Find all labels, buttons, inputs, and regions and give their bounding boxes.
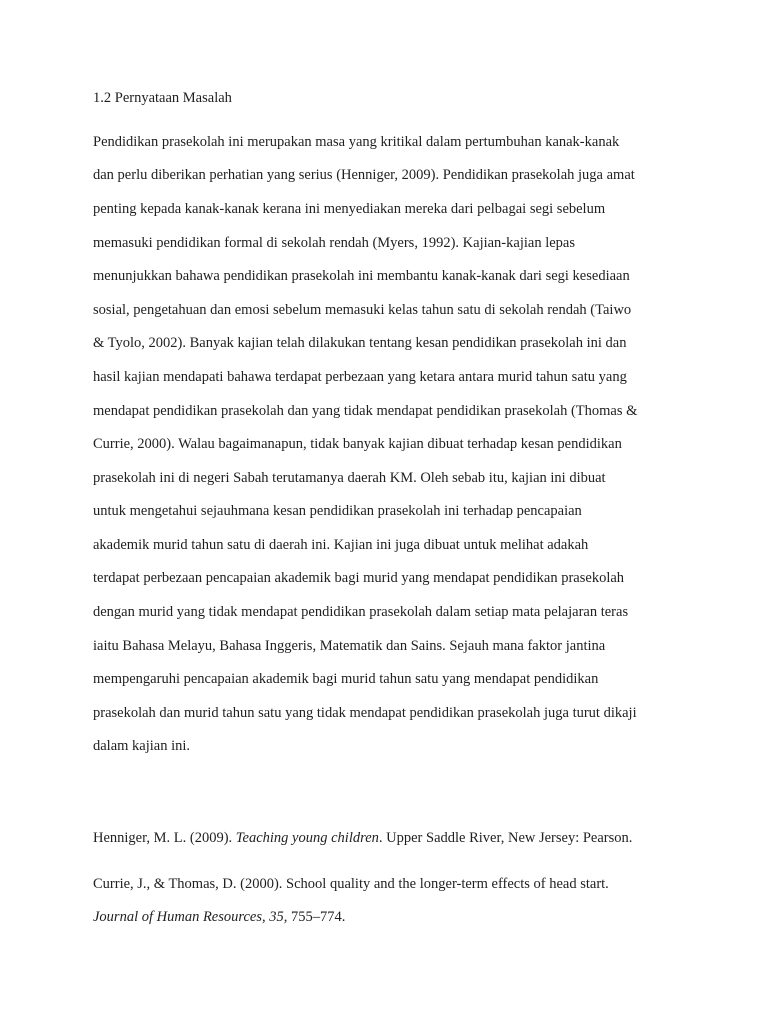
paragraph-line: & Tyolo, 2002). Banyak kajian telah dilakukan tentang kesan pendidikan prasekolah ini dan — [93, 335, 627, 351]
reference-journal: Journal of Human Resources — [93, 909, 263, 925]
paragraph-line: akademik murid tahun satu di daerah ini. Kajian ini juga dibuat untuk melihat adakah — [93, 537, 589, 553]
paragraph-line: Pendidikan prasekolah ini merupakan masa yang kritikal dalam pertumbuhan kanak-kanak — [93, 134, 620, 150]
paragraph-line: penting kepada kanak-kanak kerana ini menyediakan mereka dari pelbagai segi sebelum — [93, 201, 606, 217]
reference-currie-line1: Currie, J., & Thomas, D. (2000). School quality and the longer-term effects of head start. — [93, 876, 609, 892]
paragraph-line: hasil kajian mendapati bahawa terdapat perbezaan yang ketara antara murid tahun satu yang — [93, 369, 627, 385]
paragraph-line: sosial, pengetahuan dan emosi sebelum memasuki kelas tahun satu di sekolah rendah (Taiwo — [93, 302, 632, 318]
paragraph-line: dengan murid yang tidak mendapat pendidikan prasekolah dalam setiap mata pelajaran teras — [93, 604, 629, 620]
reference-title: Teaching young children — [235, 830, 379, 846]
paragraph-line: dalam kajian ini. — [93, 738, 191, 754]
paragraph-line: dan perlu diberikan perhatian yang serius (Henniger, 2009). Pendidikan prasekolah juga amat — [93, 167, 635, 183]
paragraph-line: mempengaruhi pencapaian akademik bagi murid tahun satu yang mendapat pendidikan — [93, 671, 599, 687]
reference-henniger — [93, 828, 632, 848]
reference-text: Henniger, M. L. (2009). — [93, 830, 236, 846]
paragraph-line: prasekolah ini di negeri Sabah terutamanya daerah KM. Oleh sebab itu, kajian ini dibuat — [93, 470, 606, 486]
reference-volume: 35 — [269, 909, 284, 925]
paragraph-line: Currie, 2000). Walau bagaimanapun, tidak banyak kajian dibuat terhadap kesan pendidikan — [93, 436, 622, 452]
paragraph-line: menunjukkan bahawa pendidikan prasekolah ini membantu kanak-kanak dari segi kesediaan — [93, 268, 630, 284]
reference-text: , — [262, 909, 270, 925]
paragraph-line: untuk mengetahui sejauhmana kesan pendidikan prasekolah ini terhadap pencapaian — [93, 503, 582, 519]
paragraph-line: prasekolah dan murid tahun satu yang tidak mendapat pendidikan prasekolah juga turut dikaji — [93, 705, 637, 721]
paragraph-line: iaitu Bahasa Melayu, Bahasa Inggeris, Matematik dan Sains. Sejauh mana faktor jantina — [93, 638, 606, 654]
reference-pages: , 755–774. — [283, 909, 346, 925]
reference-currie-line2 — [93, 907, 345, 927]
reference-text: . Upper Saddle River, New Jersey: Pearson. — [378, 830, 633, 846]
paragraph-line: terdapat perbezaan pencapaian akademik bagi murid yang mendapat pendidikan prasekolah — [93, 570, 625, 586]
section-heading: 1.2 Pernyataan Masalah — [93, 90, 232, 106]
paragraph-line: memasuki pendidikan formal di sekolah rendah (Myers, 1992). Kajian-kajian lepas — [93, 235, 575, 251]
paragraph-line: mendapat pendidikan prasekolah dan yang tidak mendapat pendidikan prasekolah (Thomas & — [93, 403, 638, 419]
